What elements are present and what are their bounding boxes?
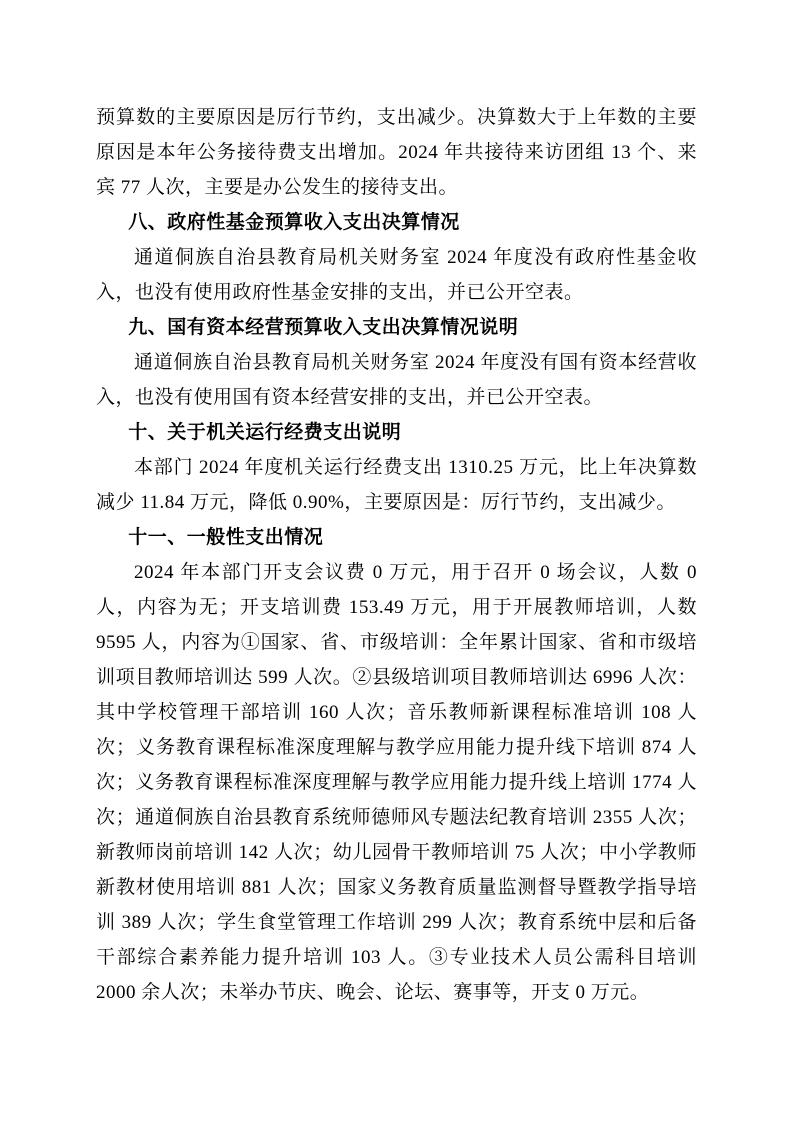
heading-section-8-government-fund-budget: 八、政府性基金预算收入支出决算情况 bbox=[128, 212, 460, 233]
paragraph-section-9-state-capital-budget: 通道侗族自治县教育局机关财务室 2024 年度没有国有资本经营收入，也没有使用国有资本经营安排的支出，并已公开空表。 bbox=[96, 352, 697, 408]
paragraph-section-10-operating-expense: 本部门 2024 年度机关运行经费支出 1310.25 万元，比上年决算数减少 11.84 万元，降低 0.90%，主要原因是：厉行节约，支出减少。 bbox=[96, 457, 697, 513]
heading-section-11-general-expenditure: 十一、一般性支出情况 bbox=[128, 527, 324, 548]
document-content bbox=[96, 100, 697, 1010]
heading-section-9-state-capital-budget: 九、国有资本经营预算收入支出决算情况说明 bbox=[128, 317, 519, 338]
paragraph-section-11-general-expenditure: 2024 年本部门开支会议费 0 万元，用于召开 0 场会议，人数 0 人，内容为无；开支培训费 153.49 万元，用于开展教师培训，人数 9595 人，内容为①国家、省、市级培训：全年累计国家、省和市级培训项目教师培训达 599 人次。②县级培训项目教师培训达 6996 人次：其中学校管理干部培训 160 人次；音乐教师新课程标准培训 108 人次；义务教育课程标准深度理解与教学应用能力提升线下培训 874 人次；义务教育课程标准深度理解与教学应用能力提升线上培训 1774 人次；通道侗族自治县教育系统师德师风专题法纪教育培训 2355 人次；新教师岗前培训 142 人次；幼儿园骨干教师培训 75 人次；中小学教师新教材使用培训 881 人次；国家义务教育质量监测督导暨教学指导培训 389 人次；学生食堂管理工作培训 299 人次；教育系统中层和后备干部综合素养能力提升培训 103 人。③专业技术人员公需科目培训 2000 余人次；未举办节庆、晚会、论坛、赛事等，开支 0 万元。 bbox=[96, 562, 697, 1003]
paragraph-reception-expense-explanation: 预算数的主要原因是厉行节约，支出减少。决算数大于上年数的主要原因是本年公务接待费支出增加。2024 年共接待来访团组 13 个、来宾 77 人次，主要是办公发生的接待支出。 bbox=[96, 107, 697, 198]
paragraph-section-8-government-fund-budget: 通道侗族自治县教育局机关财务室 2024 年度没有政府性基金收入，也没有使用政府性基金安排的支出，并已公开空表。 bbox=[96, 247, 697, 303]
heading-section-10-operating-expense: 十、关于机关运行经费支出说明 bbox=[128, 422, 402, 443]
